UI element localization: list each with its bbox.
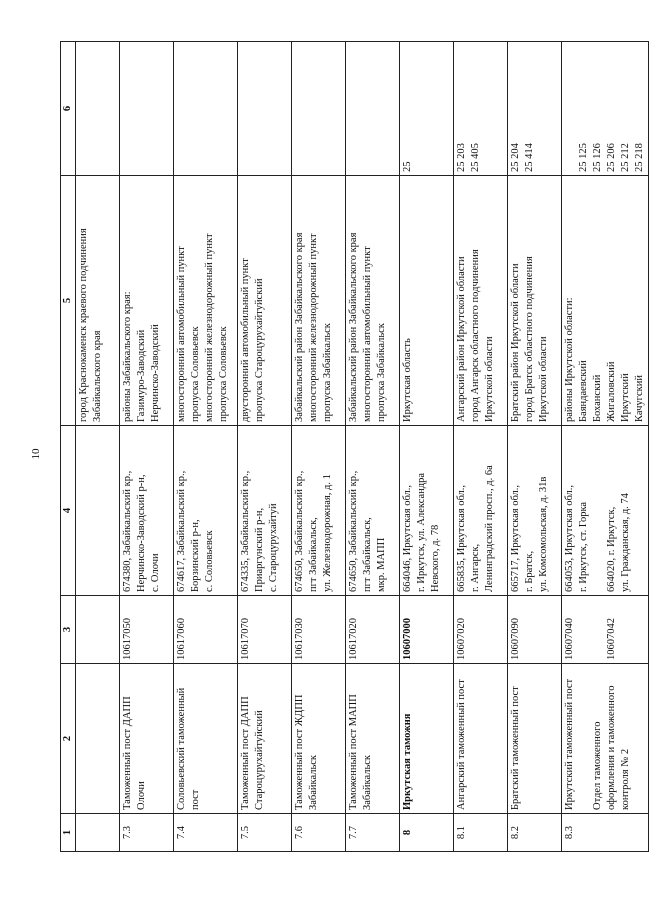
column-header-2: 2	[61, 664, 76, 814]
post-name	[76, 664, 120, 814]
post-code: 10607000	[400, 596, 454, 664]
post-name: Таможенный пост ЖДПП Забайкальск	[292, 664, 346, 814]
column-header-6: 6	[61, 42, 76, 176]
post-code: 10607090	[508, 596, 562, 664]
header-row	[61, 42, 76, 852]
post-code: 10617060	[174, 596, 238, 664]
jurisdiction-region: Братский район Иркутской области город Братск областного подчинения Иркутской области	[508, 176, 562, 426]
okato-code	[120, 42, 174, 176]
row-number: 7.3	[120, 814, 174, 852]
page-number: 10	[30, 448, 42, 460]
post-name: Таможенный пост ДАПП Староцурухайтуйский	[238, 664, 292, 814]
column-header-4: 4	[61, 426, 76, 596]
post-address: 674617, Забайкальский кр., Борзинский р-н, с. Соловьевск	[174, 426, 238, 596]
okato-code	[76, 42, 120, 176]
customs-table	[60, 41, 649, 852]
row-number: 7.4	[174, 814, 238, 852]
row-number: 8.3	[562, 814, 649, 852]
table-row	[238, 42, 292, 852]
table-row	[346, 42, 400, 852]
post-address: 674650, Забайкальский кр., пгт Забайкальск, мкр. МАПП	[346, 426, 400, 596]
document-table-rotated	[60, 42, 645, 852]
table-row	[562, 42, 649, 852]
post-name: Таможенный пост ДАПП Олочи	[120, 664, 174, 814]
table-row	[292, 42, 346, 852]
post-code: 10617070	[238, 596, 292, 664]
okato-code	[238, 42, 292, 176]
jurisdiction-region: Иркутская область	[400, 176, 454, 426]
table-row	[400, 42, 454, 852]
jurisdiction-region: многосторонний автомобильный пункт пропуска Соловьевск многосторонний железнодорожный пункт пропуска Соловьевск	[174, 176, 238, 426]
row-number: 7.7	[346, 814, 400, 852]
table-row	[76, 42, 120, 852]
jurisdiction-region: Забайкальский район Забайкальского края многосторонний железнодорожный пункт пропуска Забайкальск	[292, 176, 346, 426]
row-number	[76, 814, 120, 852]
okato-code: 25 203 25 405	[454, 42, 508, 176]
jurisdiction-region: районы Забайкальского края: Газимуро-Заводский Нерчинско-Заводский	[120, 176, 174, 426]
table-row	[120, 42, 174, 852]
row-number: 7.5	[238, 814, 292, 852]
column-header-1: 1	[61, 814, 76, 852]
post-code: 10617030	[292, 596, 346, 664]
jurisdiction-region: Ангарский район Иркутской области город Ангарск областного подчинения Иркутской области	[454, 176, 508, 426]
post-address: 674650, Забайкальский кр., пгт Забайкальск, ул. Железнодорожная, д. 1	[292, 426, 346, 596]
table-row	[508, 42, 562, 852]
row-number: 8.2	[508, 814, 562, 852]
post-code: 10617050	[120, 596, 174, 664]
okato-code	[174, 42, 238, 176]
post-name: Таможенный пост МАПП Забайкальск	[346, 664, 400, 814]
post-address: 674380, Забайкальский кр., Нерчинско-Заводский р-н, с. Олочи	[120, 426, 174, 596]
okato-code	[346, 42, 400, 176]
post-name: Ангарский таможенный пост	[454, 664, 508, 814]
post-address: 665717, Иркутская обл., г. Братск, ул. Комсомольская, д. 31в	[508, 426, 562, 596]
post-code: 10607020	[454, 596, 508, 664]
post-address: 664046, Иркутская обл., г. Иркутск, ул. Александра Невского, д. 78	[400, 426, 454, 596]
table-row	[454, 42, 508, 852]
post-address: 665835, Иркутская обл., г. Ангарск, Ленинградский просп., д. 6а	[454, 426, 508, 596]
table-row	[174, 42, 238, 852]
row-number: 7.6	[292, 814, 346, 852]
row-number: 8	[400, 814, 454, 852]
row-number: 8.1	[454, 814, 508, 852]
column-header-3: 3	[61, 596, 76, 664]
okato-code: 25 204 25 414	[508, 42, 562, 176]
post-name: Иркутская таможня	[400, 664, 454, 814]
column-header-5: 5	[61, 176, 76, 426]
okato-code: 25	[400, 42, 454, 176]
post-code: 10607040 10607042	[562, 596, 649, 664]
okato-code	[292, 42, 346, 176]
post-code	[76, 596, 120, 664]
post-address	[76, 426, 120, 596]
post-name: Иркутский таможенный пост Отдел таможенного оформления и таможенного контроля № 2	[562, 664, 649, 814]
post-name: Братский таможенный пост	[508, 664, 562, 814]
post-code: 10617020	[346, 596, 400, 664]
post-address: 664053, Иркутская обл., г. Иркутск, ст. Горка 664020, г. Иркутск, ул. Гражданская, д. 74	[562, 426, 649, 596]
jurisdiction-region: двусторонний автомобильный пункт пропуска Староцурухайтуйский	[238, 176, 292, 426]
jurisdiction-region: Забайкальский район Забайкальского края многосторонний автомобильный пункт пропуска Забайкальск	[346, 176, 400, 426]
okato-code: 25 125 25 126 25 206 25 212 25 218	[562, 42, 649, 176]
post-address: 674335, Забайкальский кр., Приаргунский р-н, с. Староцурухайтуй	[238, 426, 292, 596]
jurisdiction-region: районы Иркутской области: Баяндаевский Боханский Жигаловский Иркутский Качугский	[562, 176, 649, 426]
jurisdiction-region: город Краснокаменск краевого подчинения Забайкальского края	[76, 176, 120, 426]
post-name: Соловьевский таможенный пост	[174, 664, 238, 814]
